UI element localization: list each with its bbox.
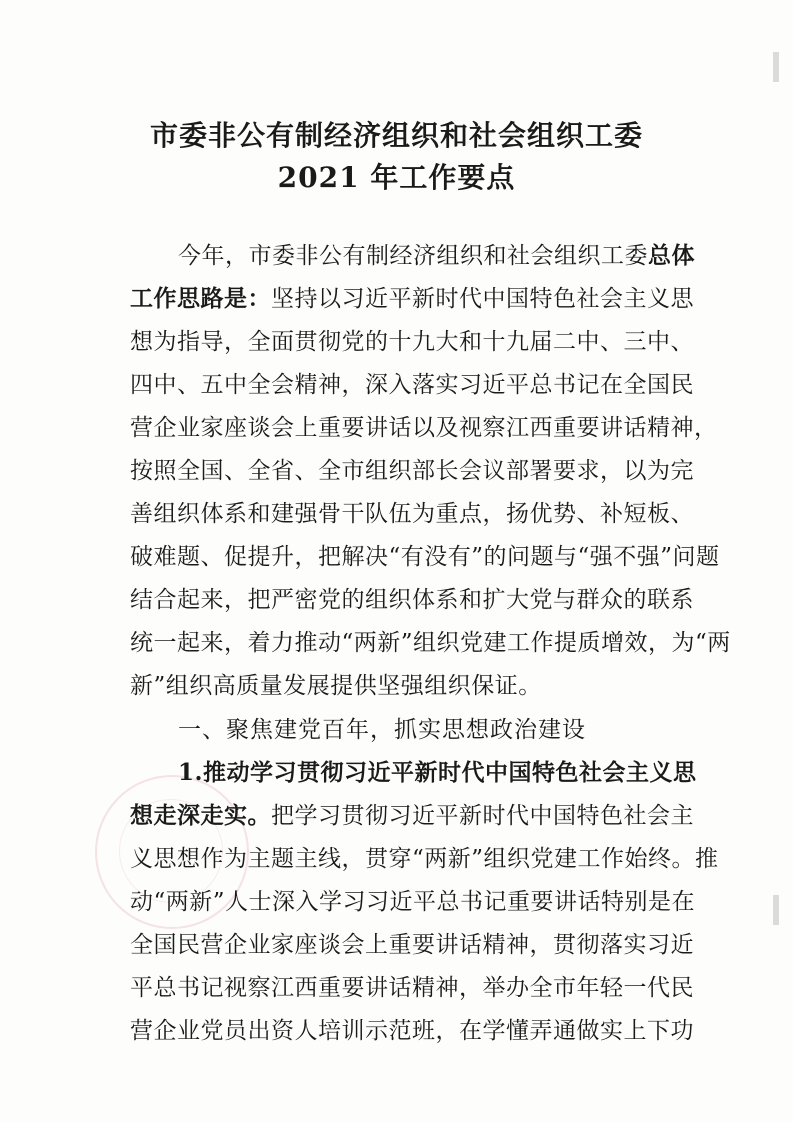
- document-title-line1: 市委非公有制经济组织和社会组织工委: [149, 119, 643, 152]
- item1-line-4: 动“两新”人士深入学习习近平总书记重要讲话特别是在: [130, 889, 696, 915]
- item1-line-7: 营企业党员出资人培训示范班，在学懂弄通做实上下功: [130, 1018, 694, 1044]
- scan-edge-mark: [773, 52, 779, 82]
- item1-line-2: [130, 800, 694, 832]
- intro-emphasis: 总体: [648, 242, 695, 269]
- scan-edge-mark: [773, 895, 779, 925]
- item1-line-6: 平总书记视察江西重要讲话精神，举办全市年轻一代民: [130, 975, 694, 1001]
- intro-line-2: [130, 283, 694, 315]
- intro-line-10: 统一起来，着力推动“两新”组织党建工作提质增效，为“两: [130, 630, 731, 656]
- intro-line-11: 新”组织高质量发展提供坚强组织保证。: [130, 673, 542, 699]
- intro-line-3: 想为指导，全面贯彻党的十九大和十九届二中、三中、: [130, 329, 694, 355]
- intro-line-9: 结合起来，把严密党的组织体系和扩大党与群众的联系: [130, 587, 694, 613]
- intro-line-6: 按照全国、全省、全市组织部长会议部署要求，以为完: [130, 458, 694, 484]
- item1-title-line: 1.推动学习贯彻习近平新时代中国特色社会主义思: [178, 759, 697, 786]
- intro-line-8: 破难题、促提升，把解决“有没有”的问题与“强不强”问题: [130, 544, 720, 570]
- item1-title-end: 想走深走实。: [130, 802, 271, 829]
- item1-line-5: 全国民营企业家座谈会上重要讲话精神，贯彻落实习近: [130, 932, 694, 958]
- intro-line-5: 营企业家座谈会上重要讲话以及视察江西重要讲话精神，: [130, 415, 718, 441]
- document-title-line2: 2021 年工作要点: [277, 161, 516, 194]
- intro-line-7: 善组织体系和建强骨干队伍为重点，扬优势、补短板、: [130, 501, 694, 527]
- section-heading: 一、聚焦建党百年，抓实思想政治建设: [178, 717, 586, 743]
- intro-line-1: [178, 240, 695, 272]
- intro-text: 坚持以习近平新时代中国特色社会主义思: [271, 286, 694, 312]
- item1-line-3: 义思想作为主题主线，贯穿“两新”组织党建工作始终。推: [130, 846, 719, 872]
- intro-line-4: 四中、五中全会精神，深入落实习近平总书记在全国民: [130, 372, 694, 398]
- intro-emphasis: 工作思路是：: [130, 285, 271, 312]
- intro-text: 今年，市委非公有制经济组织和社会组织工委: [178, 243, 648, 269]
- item1-text: 把学习贯彻习近平新时代中国特色社会主: [271, 803, 694, 829]
